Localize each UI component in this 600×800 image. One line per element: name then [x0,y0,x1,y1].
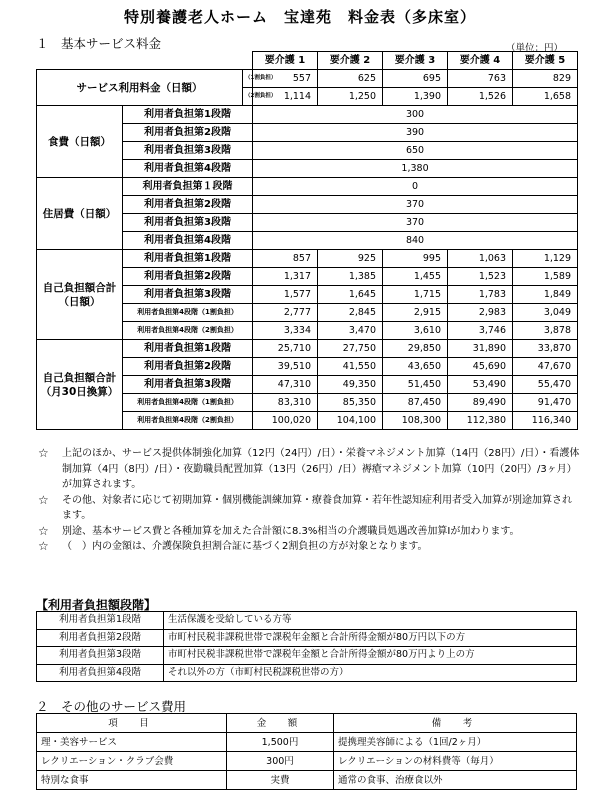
total-cell: 83,310 [253,394,318,412]
total-cell: 857 [253,250,318,268]
fee-cell: 1,250 [318,88,383,106]
section-2-heading: ２ その他のサービス費用 [36,699,187,714]
note-text: 別途、基本サービス費と各種加算を加えた合計額に8.3%相当の介護職員処遇改善加算Ⅰが加わります。 [62,525,520,537]
housing-label: 住居費（日額） [37,178,123,250]
total-cell: 41,550 [318,358,383,376]
total-cell: 49,350 [318,376,383,394]
fee-cell: 695 [383,70,448,88]
total-cell: 2,777 [253,304,318,322]
fee-cell: 1,114 [253,88,318,106]
level-label: 利用者負担第１段階 [123,178,253,196]
unit-label: （単位：円） [506,43,564,54]
note-item [36,539,581,555]
total-cell: 47,670 [513,358,578,376]
other-fees-table [36,713,577,790]
level-label: 利用者負担第4段階（1割負担） [123,304,253,322]
meal-value: 1,380 [253,160,578,178]
level-name: 利用者負担第4段階 [37,664,164,682]
level-label: 利用者負担第1段階 [123,250,253,268]
note-text: その他、対象者に応じて初期加算・個別機能訓練加算・療養食加算・若年性認知症利用者受入加算が別途加算されます。 [62,494,572,521]
fee-cell: 829 [513,70,578,88]
total-cell: 1,317 [253,268,318,286]
meal-value: 650 [253,142,578,160]
basic-fee-table [36,51,578,430]
housing-value: 0 [253,178,578,196]
total-cell: 1,849 [513,286,578,304]
total-cell: 2,983 [448,304,513,322]
total-cell: 1,645 [318,286,383,304]
level-name: 利用者負担第1段階 [37,612,164,630]
ratio-tag: （1割負担） [243,70,253,88]
note-item [36,524,581,540]
table-row [37,752,577,771]
total-cell: 27,750 [318,340,383,358]
level-label: 利用者負担第3段階 [123,214,253,232]
page-title: 特別養護老人ホーム 宝達苑 料金表（多床室） [123,8,476,26]
total-cell: 3,049 [513,304,578,322]
total-cell: 45,690 [448,358,513,376]
level-desc: それ以外の方（市町村民税課税世帯の方） [164,664,577,682]
note-cell: 提携理美容師による（1回/2ヶ月） [334,733,577,752]
table-row [37,612,577,630]
level-label: 利用者負担第4段階 [123,232,253,250]
total-cell: 53,490 [448,376,513,394]
item-cell: 理・美容サービス [37,733,227,752]
total-cell: 25,710 [253,340,318,358]
daily-total-label: 自己負担額合計（日額） [37,250,123,340]
total-cell: 39,510 [253,358,318,376]
total-cell: 1,523 [448,268,513,286]
levels-heading: 【利用者負担額段階】 [36,598,157,612]
total-cell: 3,746 [448,322,513,340]
total-cell: 89,490 [448,394,513,412]
amount-cell: 300円 [227,752,334,771]
table-row [37,178,578,196]
table-row [37,629,577,647]
level-label: 利用者負担第3段階 [123,142,253,160]
table-row [37,771,577,790]
total-cell: 29,850 [383,340,448,358]
total-cell: 55,470 [513,376,578,394]
table-row [37,106,578,124]
fee-cell: 1,658 [513,88,578,106]
level-label: 利用者負担第2段階 [123,124,253,142]
level-label: 利用者負担第3段階 [123,376,253,394]
fee-cell: 763 [448,70,513,88]
total-cell: 1,577 [253,286,318,304]
total-cell: 1,589 [513,268,578,286]
level-name: 利用者負担第2段階 [37,629,164,647]
total-cell: 1,455 [383,268,448,286]
meal-value: 300 [253,106,578,124]
total-cell: 1,129 [513,250,578,268]
care-level-header: 要介護 5 [513,52,578,70]
total-cell: 2,915 [383,304,448,322]
note-item [36,493,581,524]
care-level-header: 要介護 1 [253,52,318,70]
total-cell: 995 [383,250,448,268]
level-desc: 生活保護を受給している方等 [164,612,577,630]
column-header: 金 額 [227,714,334,733]
total-cell: 925 [318,250,383,268]
fee-cell: 1,526 [448,88,513,106]
total-cell: 1,063 [448,250,513,268]
total-cell: 104,100 [318,412,383,430]
table-row [37,664,577,682]
total-cell: 112,380 [448,412,513,430]
meal-label: 食費（日額） [37,106,123,178]
care-level-header: 要介護 2 [318,52,383,70]
star-icon: ☆ [38,446,49,460]
total-cell: 51,450 [383,376,448,394]
total-cell: 116,340 [513,412,578,430]
fee-cell: 557 [253,70,318,88]
total-cell: 91,470 [513,394,578,412]
section-1-heading: １ 基本サービス料金 [36,36,162,51]
star-icon: ☆ [38,492,49,507]
table-row [37,647,577,665]
care-level-header: 要介護 3 [383,52,448,70]
table-header-row [37,52,578,70]
total-cell: 3,878 [513,322,578,340]
total-cell: 85,350 [318,394,383,412]
care-level-header: 要介護 4 [448,52,513,70]
total-cell: 87,450 [383,394,448,412]
ratio-tag: （2割負担） [243,88,253,106]
total-cell: 47,310 [253,376,318,394]
total-cell: 3,334 [253,322,318,340]
column-header: 備 考 [334,714,577,733]
total-cell: 2,845 [318,304,383,322]
level-label: 利用者負担第2段階 [123,196,253,214]
table-row [37,340,578,358]
service-fee-label: サービス利用料金（日額） [37,70,243,106]
total-cell: 100,020 [253,412,318,430]
total-cell: 1,715 [383,286,448,304]
note-text: 上記のほか、サービス提供体制強化加算（12円（24円）/日）・栄養マネジメント加算（14円（28円）/日）・看護体制加算（4円（8円）/日）・夜勤職員配置加算（13円（26円）/日）褥瘡マネジメント加算（10円（20円）/3ヶ月）が加算されます。 [62,448,580,490]
item-cell: 特別な食事 [37,771,227,790]
fee-cell: 1,390 [383,88,448,106]
total-cell: 1,783 [448,286,513,304]
total-cell: 33,870 [513,340,578,358]
level-label: 利用者負担第2段階 [123,358,253,376]
star-icon: ☆ [38,523,49,538]
notes [36,446,581,555]
level-label: 利用者負担第4段階（1割負担） [123,394,253,412]
level-label: 利用者負担第2段階 [123,268,253,286]
level-label: 利用者負担第1段階 [123,106,253,124]
table-row [37,250,578,268]
monthly-total-label: 自己負担額合計（月30日換算） [37,340,123,430]
level-label: 利用者負担第3段階 [123,286,253,304]
total-cell: 3,470 [318,322,383,340]
star-icon: ☆ [38,539,49,553]
total-cell: 108,300 [383,412,448,430]
meal-value: 390 [253,124,578,142]
amount-cell: 実費 [227,771,334,790]
level-label: 利用者負担第4段階 [123,160,253,178]
housing-value: 370 [253,214,578,232]
item-cell: レクリエーション・クラブ会費 [37,752,227,771]
housing-value: 840 [253,232,578,250]
table-row [37,70,578,88]
level-label: 利用者負担第1段階 [123,340,253,358]
total-cell: 1,385 [318,268,383,286]
note-item [36,446,581,493]
total-cell: 43,650 [383,358,448,376]
table-header-row [37,714,577,733]
level-name: 利用者負担第3段階 [37,647,164,665]
total-cell: 31,890 [448,340,513,358]
level-desc: 市町村民税非課税世帯で課税年金額と合計所得金額が80万円以下の方 [164,629,577,647]
level-desc: 市町村民税非課税世帯で課税年金額と合計所得金額が80万円より上の方 [164,647,577,665]
table-row [37,733,577,752]
note-cell: 通常の食事、治療食以外 [334,771,577,790]
level-label: 利用者負担第4段階（2割負担） [123,412,253,430]
levels-table [36,611,577,682]
total-cell: 3,610 [383,322,448,340]
column-header: 項 目 [37,714,227,733]
housing-value: 370 [253,196,578,214]
note-cell: レクリエーションの材料費等（毎月） [334,752,577,771]
amount-cell: 1,500円 [227,733,334,752]
level-label: 利用者負担第4段階（2割負担） [123,322,253,340]
fee-cell: 625 [318,70,383,88]
note-text: （ ）内の金額は、介護保険負担割合証に基づく2割負担の方が対象となります。 [62,541,428,552]
